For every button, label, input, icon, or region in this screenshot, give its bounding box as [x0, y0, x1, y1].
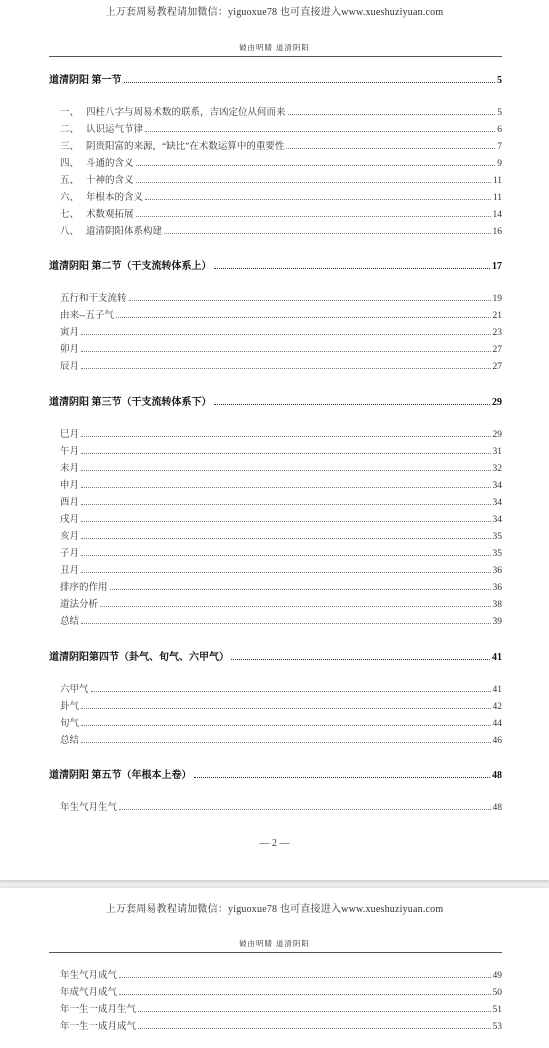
toc-page-number: 50: [492, 988, 502, 998]
dot-leader: [145, 199, 491, 200]
toc-page-number: 36: [492, 583, 502, 593]
toc-entry: [60, 699, 502, 712]
toc-page-number: 5: [497, 75, 502, 86]
toc-entry-title: 总结: [60, 617, 80, 627]
toc-entry-title: 丑月: [60, 566, 80, 576]
dot-leader: [81, 504, 490, 505]
toc-entry-title: 年成气月成气: [60, 988, 118, 998]
dot-leader: [214, 404, 491, 405]
toc-page-number: 14: [492, 210, 502, 220]
toc-entry-label: [60, 121, 143, 135]
toc-page-number: 29: [492, 430, 502, 440]
dot-leader: [288, 114, 496, 115]
dot-leader: [286, 148, 495, 149]
toc-entry-title: 酉月: [60, 498, 80, 508]
toc-page-number: 34: [492, 481, 502, 491]
toc-entry-label: [49, 648, 229, 663]
toc-entry: [60, 342, 502, 355]
toc-entry: [60, 597, 502, 610]
toc-entry-label: [49, 393, 212, 408]
toc-page-number: 29: [492, 397, 502, 408]
toc-page-number: 6: [497, 125, 502, 135]
toc-page-number: 27: [492, 345, 502, 355]
toc-entry-number: 七、: [60, 210, 80, 220]
dot-leader: [116, 317, 491, 318]
toc-entry-number: 五、: [60, 176, 80, 186]
toc-entry-label: [60, 477, 79, 491]
toc-entry-title: 斗通的含义: [86, 159, 134, 169]
toc-page-number: 38: [492, 600, 502, 610]
watermark-text: 上万套周易教程请加微信：yiguoxue78 也可直接进入www.xueshuziyuan.com: [105, 904, 444, 915]
toc-entry-title: 由来--五子气: [60, 311, 114, 321]
dot-leader: [81, 521, 490, 522]
toc-entry: [60, 580, 502, 593]
toc-entry: [60, 1002, 502, 1015]
toc-page-number: 27: [492, 362, 502, 372]
toc-entry: [60, 122, 502, 135]
toc-entry-label: [60, 307, 114, 321]
dot-leader: [119, 977, 490, 978]
toc-entry: [60, 105, 502, 118]
toc-entry-title: 卯月: [60, 345, 80, 355]
dot-leader: [119, 809, 490, 810]
toc-page-number: 32: [492, 464, 502, 474]
toc-entry-label: [60, 358, 79, 372]
toc-section-heading: [49, 258, 502, 272]
toc-page-number: 5: [497, 108, 502, 118]
toc-entry: [60, 325, 502, 338]
toc-entry-label: [60, 341, 79, 355]
toc-entry: [60, 224, 502, 237]
toc-entry-title: 术数观拓展: [86, 210, 134, 220]
toc-page-number: 34: [492, 498, 502, 508]
toc-entry-title: 道法分析: [60, 600, 99, 610]
header-rule: [49, 56, 502, 57]
toc-page-number: 51: [492, 1005, 502, 1015]
dot-leader: [119, 994, 490, 995]
toc-entry-label: [60, 579, 108, 593]
toc-entry-label: [60, 681, 89, 695]
toc-entry-label: [60, 494, 79, 508]
dot-leader: [81, 623, 490, 624]
toc-page-number: 48: [492, 770, 502, 781]
toc-page-number: 35: [492, 549, 502, 559]
toc-page-number: 17: [492, 261, 502, 272]
dot-leader: [194, 777, 491, 778]
dot-leader: [110, 589, 491, 590]
toc-entry: [60, 444, 502, 457]
toc-entry-title: 道清阴阳第四节（卦气、旬气、六甲气）: [49, 652, 229, 663]
toc-page-number: 7: [497, 142, 502, 152]
toc-entry: [60, 291, 502, 304]
toc-entry-title: 未月: [60, 464, 80, 474]
toc-page-number: 39: [492, 617, 502, 627]
toc-entry-label: [60, 290, 127, 304]
toc-entry-title: 道清阴阳 第一节: [49, 75, 122, 86]
toc-entry: [60, 308, 502, 321]
toc-entry-label: [60, 426, 79, 440]
dot-leader: [91, 691, 491, 692]
toc-entry-label: [60, 460, 79, 474]
page-number: — 2 —: [259, 838, 290, 849]
toc-entry-label: [60, 562, 79, 576]
toc-entry: [60, 985, 502, 998]
toc-entry: [60, 173, 502, 186]
toc-entry: [60, 156, 502, 169]
dot-leader: [81, 725, 490, 726]
header-rule: [49, 952, 502, 953]
toc-entry-label: [49, 766, 192, 781]
toc-entry: [60, 478, 502, 491]
toc-entry-label: [60, 443, 79, 457]
toc-entry-label: [60, 545, 79, 559]
toc-entry-number: 二、: [60, 125, 80, 135]
toc-entry-title: 十神的含义: [86, 176, 134, 186]
toc-entry-label: [60, 799, 117, 813]
dot-leader: [81, 487, 490, 488]
toc-entry-title: 寅月: [60, 328, 80, 338]
toc-section-heading: [49, 72, 502, 86]
toc-entry-title: 卦气: [60, 702, 80, 712]
toc-entry-label: [60, 104, 286, 118]
toc-entry-title: 年一生一成月生气: [60, 1005, 137, 1015]
dot-leader: [81, 453, 490, 454]
toc-entry: [60, 546, 502, 559]
toc-page-number: 36: [492, 566, 502, 576]
toc-page-number: 44: [492, 719, 502, 729]
toc-entry-title: 申月: [60, 481, 80, 491]
toc-entry-label: [49, 257, 212, 272]
toc-entry-label: [60, 138, 284, 152]
dot-leader: [81, 555, 490, 556]
toc-page-number: 16: [492, 227, 502, 237]
toc-entry-label: [60, 155, 134, 169]
toc-entry-number: 一、: [60, 108, 80, 118]
toc-entry-label: [60, 324, 79, 338]
running-head: 破由明睛 道清阴阳: [239, 939, 310, 948]
toc-entry-title: 年生气月生气: [60, 803, 118, 813]
toc-entry-label: [60, 206, 134, 220]
toc-page-number: 53: [492, 1022, 502, 1032]
dot-leader: [81, 708, 490, 709]
toc-entry-title: 排序的作用: [60, 583, 108, 593]
toc-entry-title: 道清阴阳 第二节（干支流转体系上）: [49, 261, 212, 272]
toc-page-number: 41: [492, 652, 502, 663]
toc-page-number: 31: [492, 447, 502, 457]
dot-leader: [145, 131, 495, 132]
dot-leader: [136, 182, 491, 183]
toc-entry: [60, 139, 502, 152]
toc-entry: [60, 733, 502, 746]
toc-entry-title: 年一生一成月成气: [60, 1022, 137, 1032]
toc-entry-title: 旬气: [60, 719, 80, 729]
toc-page-number: 34: [492, 515, 502, 525]
watermark-text: 上万套周易教程请加微信：yiguoxue78 也可直接进入www.xueshuziyuan.com: [105, 7, 444, 18]
toc-page-number: 42: [492, 702, 502, 712]
toc-entry-label: [60, 967, 117, 981]
dot-leader: [214, 268, 491, 269]
toc-entry-title: 亥月: [60, 532, 80, 542]
dot-leader: [81, 334, 490, 335]
toc-entry-title: 年生气月成气: [60, 971, 118, 981]
toc-entry: [60, 716, 502, 729]
toc-section-heading: [49, 649, 502, 663]
toc-entry-title: 认识运气节律: [86, 125, 144, 135]
toc-entry: [60, 512, 502, 525]
toc-entry: [60, 529, 502, 542]
toc-entry-label: [60, 984, 117, 998]
toc-entry-label: [49, 71, 122, 86]
toc-entry-title: 道清阴阳体系构建: [86, 227, 163, 237]
dot-leader: [81, 368, 490, 369]
toc-section-heading: [49, 767, 502, 781]
toc-entry-label: [60, 172, 134, 186]
toc-entry-title: 四柱八字与周易术数的联系，吉凶定位从何而来: [86, 108, 286, 118]
dot-leader: [81, 470, 490, 471]
toc-page-number: 21: [492, 311, 502, 321]
running-head: 破由明睛 道清阴阳: [239, 43, 310, 52]
toc-entry-title: 年根本的含义: [86, 193, 144, 203]
toc-entry-title: 总结: [60, 736, 80, 746]
dot-leader: [81, 351, 490, 352]
toc-entry-title: 戌月: [60, 515, 80, 525]
toc-entry: [60, 968, 502, 981]
toc-entry-title: 六甲气: [60, 685, 89, 695]
toc-entry: [60, 461, 502, 474]
toc-section-heading: [49, 394, 502, 408]
toc-entry-label: [60, 613, 79, 627]
dot-leader: [81, 436, 490, 437]
dot-leader: [136, 165, 496, 166]
toc-page-number: 9: [497, 159, 502, 169]
toc-entry-label: [60, 223, 162, 237]
toc-entry: [60, 495, 502, 508]
toc-page-number: 35: [492, 532, 502, 542]
document-page-2: [0, 888, 549, 1048]
toc-entry-number: 八、: [60, 227, 80, 237]
toc-entry-label: [60, 1001, 136, 1015]
dot-leader: [138, 1011, 490, 1012]
toc-entry-label: [60, 1018, 136, 1032]
dot-leader: [81, 538, 490, 539]
toc-entry-label: [60, 732, 79, 746]
toc-entry-number: 三、: [60, 142, 80, 152]
toc-entry: [60, 563, 502, 576]
dot-leader: [81, 572, 490, 573]
toc-entry: [60, 682, 502, 695]
dot-leader: [164, 233, 490, 234]
dot-leader: [231, 659, 490, 660]
toc-page-number: 46: [492, 736, 502, 746]
toc-page-number: 11: [492, 176, 502, 186]
dot-leader: [129, 300, 491, 301]
toc-entry-label: [60, 596, 98, 610]
toc-entry-title: 道清阴阳 第五节（年根本上卷）: [49, 770, 192, 781]
toc-entry: [60, 207, 502, 220]
toc-entry-title: 五行和干支流转: [60, 294, 127, 304]
toc-entry-title: 道清阴阳 第三节（干支流转体系下）: [49, 397, 212, 408]
toc-entry: [60, 359, 502, 372]
toc-entry-title: 巳月: [60, 430, 80, 440]
toc-entry-label: [60, 715, 79, 729]
toc-entry-title: 午月: [60, 447, 80, 457]
toc-entry-label: [60, 698, 79, 712]
dot-leader: [138, 1028, 490, 1029]
toc-page-number: 11: [492, 193, 502, 203]
dot-leader: [124, 82, 496, 83]
dot-leader: [136, 216, 491, 217]
toc-page-number: 23: [492, 328, 502, 338]
toc-page-number: 41: [492, 685, 502, 695]
toc-entry-label: [60, 189, 143, 203]
toc-entry: [60, 614, 502, 627]
toc-entry-title: 阴贵阳富的来源，“缺比”在术数运算中的重要性: [86, 142, 285, 152]
toc-entry-number: 六、: [60, 193, 80, 203]
toc-entry: [60, 427, 502, 440]
toc-page-number: 48: [492, 803, 502, 813]
toc-entry-label: [60, 511, 79, 525]
toc-page-number: 19: [492, 294, 502, 304]
toc-entry-title: 子月: [60, 549, 80, 559]
toc-entry: [60, 800, 502, 813]
toc-entry: [60, 1019, 502, 1032]
toc-entry: [60, 190, 502, 203]
dot-leader: [100, 606, 490, 607]
dot-leader: [81, 742, 490, 743]
toc-entry-title: 辰月: [60, 362, 80, 372]
toc-entry-number: 四、: [60, 159, 80, 169]
toc-page-number: 49: [492, 971, 502, 981]
toc-entry-label: [60, 528, 79, 542]
